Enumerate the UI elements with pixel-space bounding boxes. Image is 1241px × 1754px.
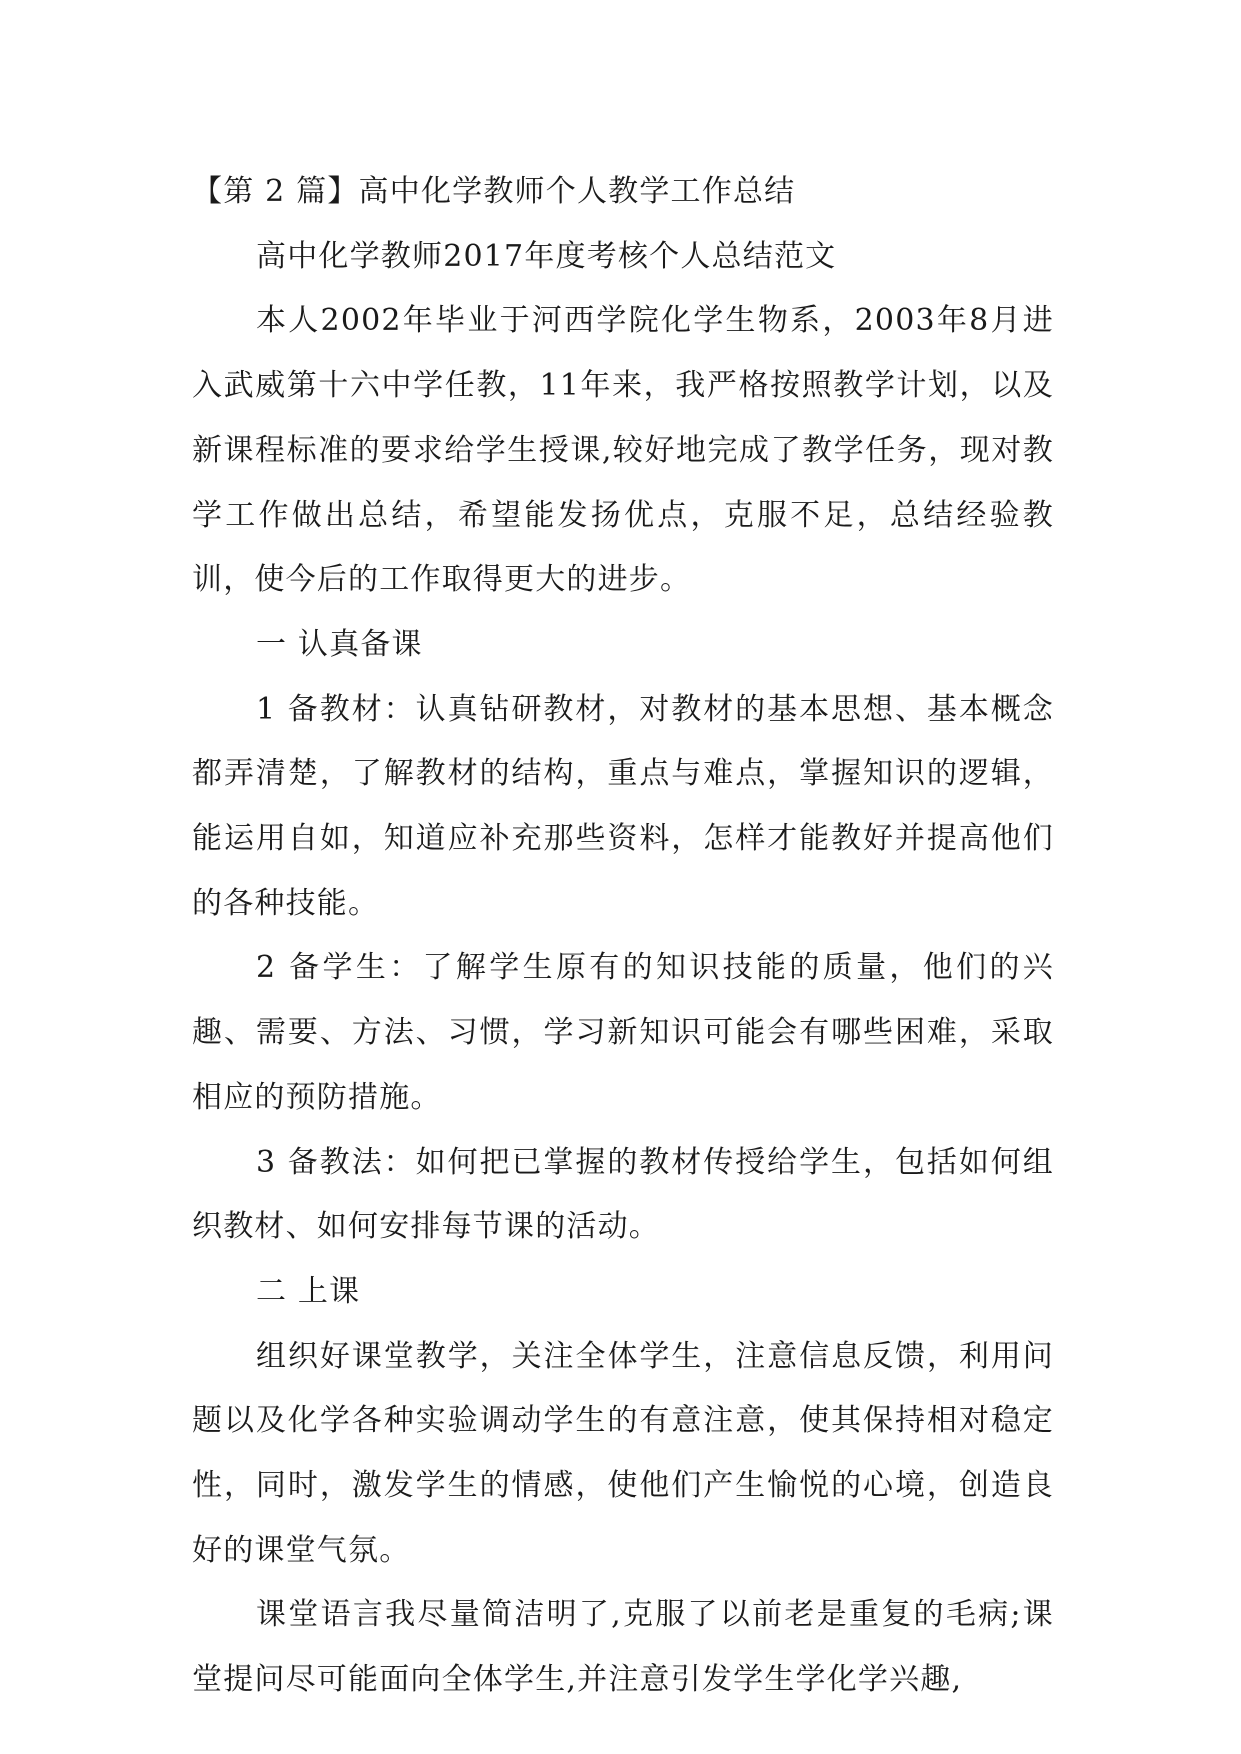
paragraph-classroom-language: 课堂语言我尽量简洁明了,克服了以前老是重复的毛病;课堂提问尽可能面向全体学生,并注意引发学生学化学兴趣,	[192, 1597, 1054, 1698]
section-heading-prepare: 一 认真备课	[256, 626, 423, 662]
document-heading: 【第 2 篇】高中化学教师个人教学工作总结	[192, 174, 796, 209]
paragraph-classroom-organization: 组织好课堂教学，关注全体学生，注意信息反馈，利用问题以及化学各种实验调动学生的有意注意，使其保持相对稳定性，同时，激发学生的情感，使他们产生愉悦的心境，创造良好的课堂气氛。	[192, 1338, 1054, 1568]
section-heading-class: 二 上课	[256, 1273, 361, 1309]
document-body	[192, 160, 1054, 1713]
paragraph-prepare-materials: 1 备教材：认真钻研教材，对教材的基本思想、基本概念都弄清楚，了解教材的结构，重点与难点，掌握知识的逻辑，能运用自如，知道应补充那些资料，怎样才能教好并提高他们的各种技能。	[192, 691, 1054, 921]
paragraph-prepare-methods: 3 备教法：如何把已掌握的教材传授给学生，包括如何组织教材、如何安排每节课的活动。	[192, 1144, 1054, 1245]
paragraph-prepare-students: 2 备学生：了解学生原有的知识技能的质量，他们的兴趣、需要、方法、习惯，学习新知识可能会有哪些困难，采取相应的预防措施。	[192, 950, 1054, 1115]
subtitle-paragraph: 高中化学教师2017年度考核个人总结范文	[256, 238, 837, 274]
intro-paragraph: 本人2002年毕业于河西学院化学生物系，2003年8月进入武威第十六中学任教，11年来，我严格按照教学计划，以及新课程标准的要求给学生授课,较好地完成了教学任务，现对教学工作做出总结，希望能发扬优点，克服不足，总结经验教训，使今后的工作取得更大的进步。	[192, 303, 1054, 598]
